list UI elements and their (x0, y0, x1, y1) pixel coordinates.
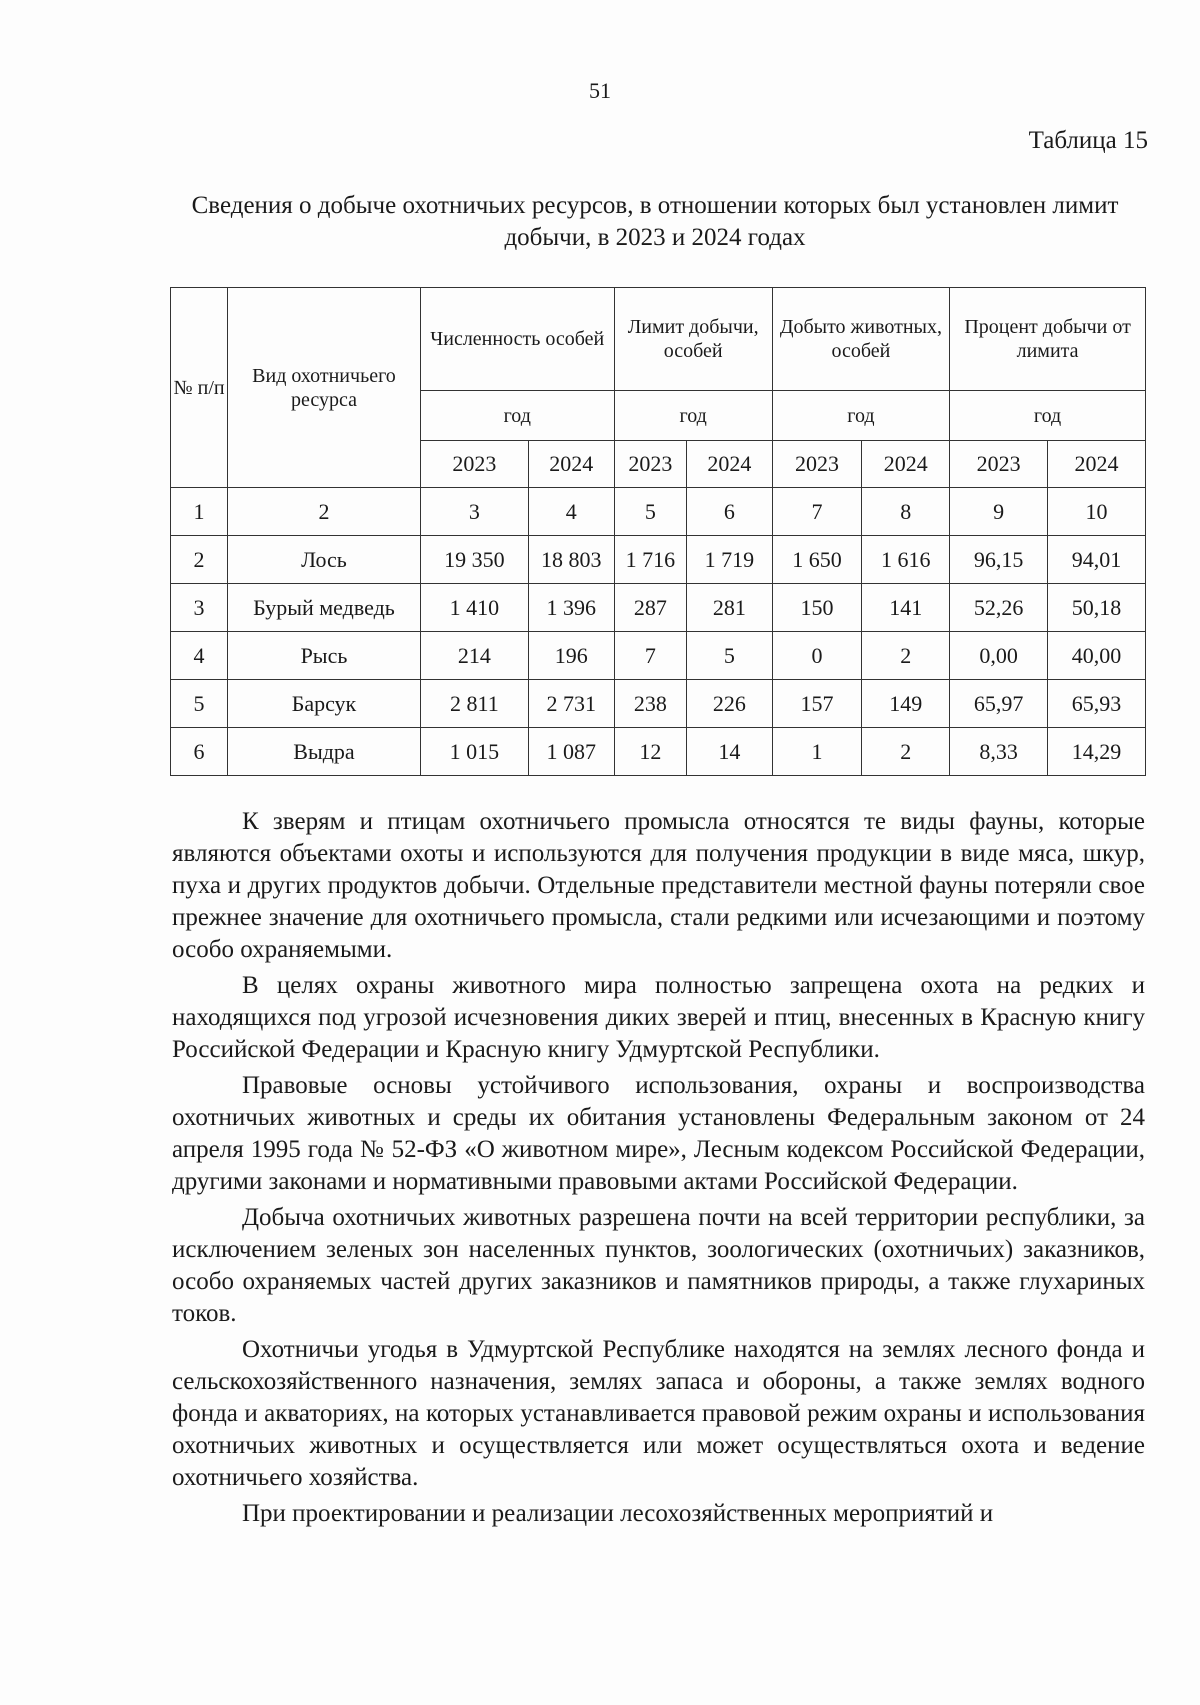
cell: 149 (862, 680, 950, 728)
cell: 12 (614, 728, 686, 776)
table-row (171, 536, 1146, 584)
header-year-label: год (614, 391, 772, 441)
table-caption: Сведения о добыче охотничьих ресурсов, в отношении которых был установлен лимит добычи, в 2023 и 2024 годах (191, 192, 1119, 251)
header-year-label: год (772, 391, 949, 441)
table-row (171, 728, 1146, 776)
header-group: Лимит добычи, особей (614, 288, 772, 391)
paragraph: Правовые основы устойчивого использования, охраны и воспроизводства охотничьих животных и среды их обитания установлены Федеральным законом от 24 апреля 1995 года № 52-ФЗ «О животном мире», Лесным кодексом Российской Федерации, другими законами и нормативными правовыми актами Российской Федерации. (172, 1072, 1145, 1195)
cell: 1 (772, 728, 862, 776)
row-num: 5 (171, 680, 228, 728)
cell: 157 (772, 680, 862, 728)
cell: 281 (687, 584, 773, 632)
cell: 1 396 (528, 584, 614, 632)
row-species: Лось (228, 536, 421, 584)
header-year: 2024 (528, 441, 614, 488)
header-year: 2024 (862, 441, 950, 488)
column-number-row (171, 488, 1146, 536)
row-num: 2 (171, 536, 228, 584)
paragraph: В целях охраны животного мира полностью запрещена охота на редких и находящихся под угрозой исчезновения диких зверей и птиц, внесенных в Красную книгу Российской Федерации и Красную книгу Удмуртской Республики. (172, 972, 1145, 1063)
table-label: Таблица 15 (1028, 127, 1148, 154)
cell: 0,00 (950, 632, 1048, 680)
cell: 5 (687, 632, 773, 680)
cell: 1 616 (862, 536, 950, 584)
cell: 8,33 (950, 728, 1048, 776)
column-number: 3 (420, 488, 528, 536)
cell: 150 (772, 584, 862, 632)
cell: 287 (614, 584, 686, 632)
cell: 238 (614, 680, 686, 728)
cell: 14,29 (1048, 728, 1146, 776)
row-species: Барсук (228, 680, 421, 728)
row-num: 4 (171, 632, 228, 680)
row-species: Бурый медведь (228, 584, 421, 632)
header-year: 2023 (772, 441, 862, 488)
column-number: 2 (228, 488, 421, 536)
header-year: 2023 (420, 441, 528, 488)
cell: 96,15 (950, 536, 1048, 584)
cell: 2 731 (528, 680, 614, 728)
cell: 141 (862, 584, 950, 632)
cell: 18 803 (528, 536, 614, 584)
paragraph: При проектировании и реализации лесохозяйственных мероприятий и (242, 1500, 994, 1527)
cell: 14 (687, 728, 773, 776)
cell: 1 716 (614, 536, 686, 584)
table-row (171, 584, 1146, 632)
header-year-label: год (420, 391, 614, 441)
row-species: Выдра (228, 728, 421, 776)
table-row (171, 632, 1146, 680)
cell: 50,18 (1048, 584, 1146, 632)
header-group: Добыто животных, особей (772, 288, 949, 391)
cell: 65,93 (1048, 680, 1146, 728)
cell: 214 (420, 632, 528, 680)
cell: 94,01 (1048, 536, 1146, 584)
row-num: 3 (171, 584, 228, 632)
page-number: 51 (589, 78, 611, 103)
cell: 226 (687, 680, 773, 728)
column-number: 1 (171, 488, 228, 536)
header-year: 2023 (950, 441, 1048, 488)
header-group: Процент добычи от лимита (950, 288, 1146, 391)
paragraph: Охотничьи угодья в Удмуртской Республике находятся на землях лесного фонда и сельскохозяйственного назначения, землях запаса и обороны, а также землях водного фонда и акваториях, на которых устанавливается правовой режим охраны и использования охотничьих животных и осуществляется или может осуществляться охота и ведение охотничьего хозяйства. (172, 1336, 1145, 1491)
row-num: 6 (171, 728, 228, 776)
header-group: Численность особей (420, 288, 614, 391)
cell: 2 (862, 728, 950, 776)
cell: 1 719 (687, 536, 773, 584)
table-row (171, 680, 1146, 728)
cell: 65,97 (950, 680, 1048, 728)
cell: 196 (528, 632, 614, 680)
cell: 1 650 (772, 536, 862, 584)
column-number: 5 (614, 488, 686, 536)
column-number: 6 (687, 488, 773, 536)
paragraph: К зверям и птицам охотничьего промысла относятся те виды фауны, которые являются объектами охоты и используются для получения продукции в виде мяса, шкур, пуха и других продуктов добычи. Отдельные представители местной фауны потеряли свое прежнее значение для охотничьего промысла, стали редкими или исчезающими и поэтому особо охраняемыми. (172, 808, 1145, 963)
harvest-table (170, 287, 1146, 776)
column-number: 4 (528, 488, 614, 536)
cell: 0 (772, 632, 862, 680)
header-year: 2024 (687, 441, 773, 488)
cell: 2 (862, 632, 950, 680)
column-number: 9 (950, 488, 1048, 536)
header-num: № п/п (171, 288, 228, 488)
header-year: 2023 (614, 441, 686, 488)
row-species: Рысь (228, 632, 421, 680)
column-number: 7 (772, 488, 862, 536)
column-number: 10 (1048, 488, 1146, 536)
cell: 1 015 (420, 728, 528, 776)
cell: 2 811 (420, 680, 528, 728)
cell: 7 (614, 632, 686, 680)
body-text (172, 806, 1145, 1534)
cell: 1 410 (420, 584, 528, 632)
cell: 40,00 (1048, 632, 1146, 680)
column-number: 8 (862, 488, 950, 536)
header-year-label: год (950, 391, 1146, 441)
header-species: Вид охотничьего ресурса (228, 288, 421, 488)
cell: 1 087 (528, 728, 614, 776)
cell: 19 350 (420, 536, 528, 584)
paragraph: Добыча охотничьих животных разрешена почти на всей территории республики, за исключением зеленых зон населенных пунктов, зоологических (охотничьих) заказников, особо охраняемых частей других заказников и памятников природы, а также глухариных токов. (172, 1204, 1145, 1327)
cell: 52,26 (950, 584, 1048, 632)
header-year: 2024 (1048, 441, 1146, 488)
